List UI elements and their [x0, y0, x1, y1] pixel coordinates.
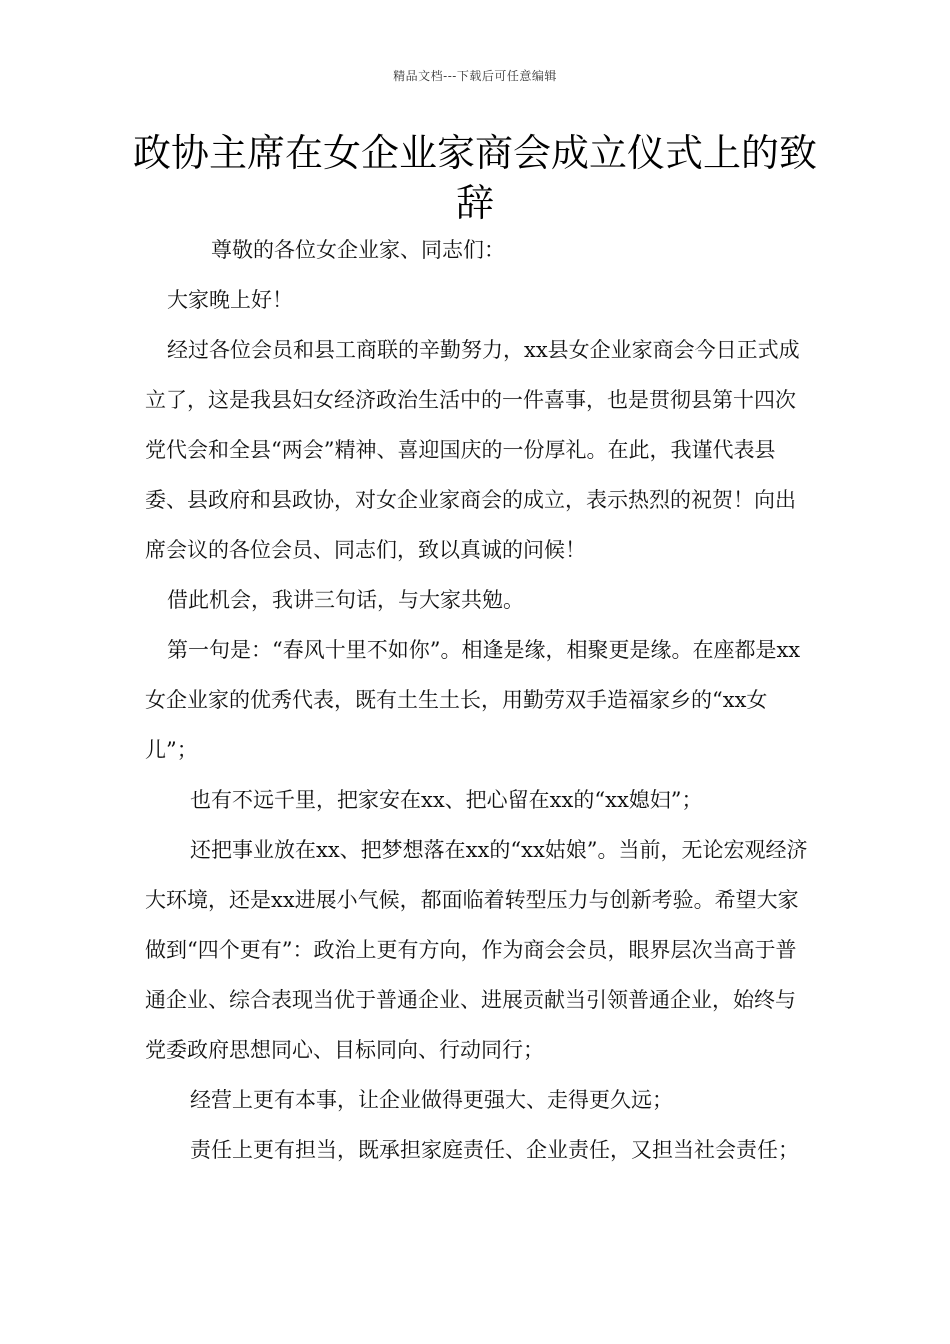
body-paragraph: 也有不远千里，把家安在xx、把心留在xx的“xx媳妇”；: [190, 788, 703, 812]
header-note: 精品文档---下载后可任意编辑: [393, 69, 557, 83]
body-paragraph: 经营上更有本事，让企业做得更强大、走得更久远；: [190, 1088, 673, 1112]
body-paragraph: 责任上更有担当，既承担家庭责任、企业责任，又担当社会责任；: [190, 1138, 799, 1162]
body-paragraph: 还把事业放在xx、把梦想落在xx的“xx姑娘”。当前，无论宏观经济大环境，还是xx进展小气候，都面临着转型压力与创新考验。希望大家做到“四个更有”：政治上更有方向，作为商会会员，眼界层次当高于普通企业、综合表现当优于普通企业、进展贡献当引领普通企业，始终与党委政府思想同心、目标同向、行动同行；: [145, 838, 808, 1062]
body-paragraph: 经过各位会员和县工商联的辛勤努力，xx县女企业家商会今日正式成立了，这是我县妇女经济政治生活中的一件喜事，也是贯彻县第十四次党代会和全县“两会”精神、喜迎国庆的一份厚礼。在此，我谨代表县委、县政府和县政协，对女企业家商会的成立，表示热烈的祝贺！向出席会议的各位会员、同志们，致以真诚的问候！: [145, 338, 800, 562]
greeting: 大家晚上好！: [167, 288, 293, 312]
document-body: [145, 225, 815, 1175]
body-paragraph: 第一句是：“春风十里不如你”。相逢是缘，相聚更是缘。在座都是xx女企业家的优秀代表，既有土生土长，用勤劳双手造福家乡的“xx女儿”；: [145, 638, 801, 762]
salutation: 尊敬的各位女企业家、同志们：: [211, 238, 505, 262]
document-title: 政协主席在女企业家商会成立仪式上的致辞: [132, 131, 817, 225]
body-paragraph: 借此机会，我讲三句话，与大家共勉。: [167, 588, 524, 612]
